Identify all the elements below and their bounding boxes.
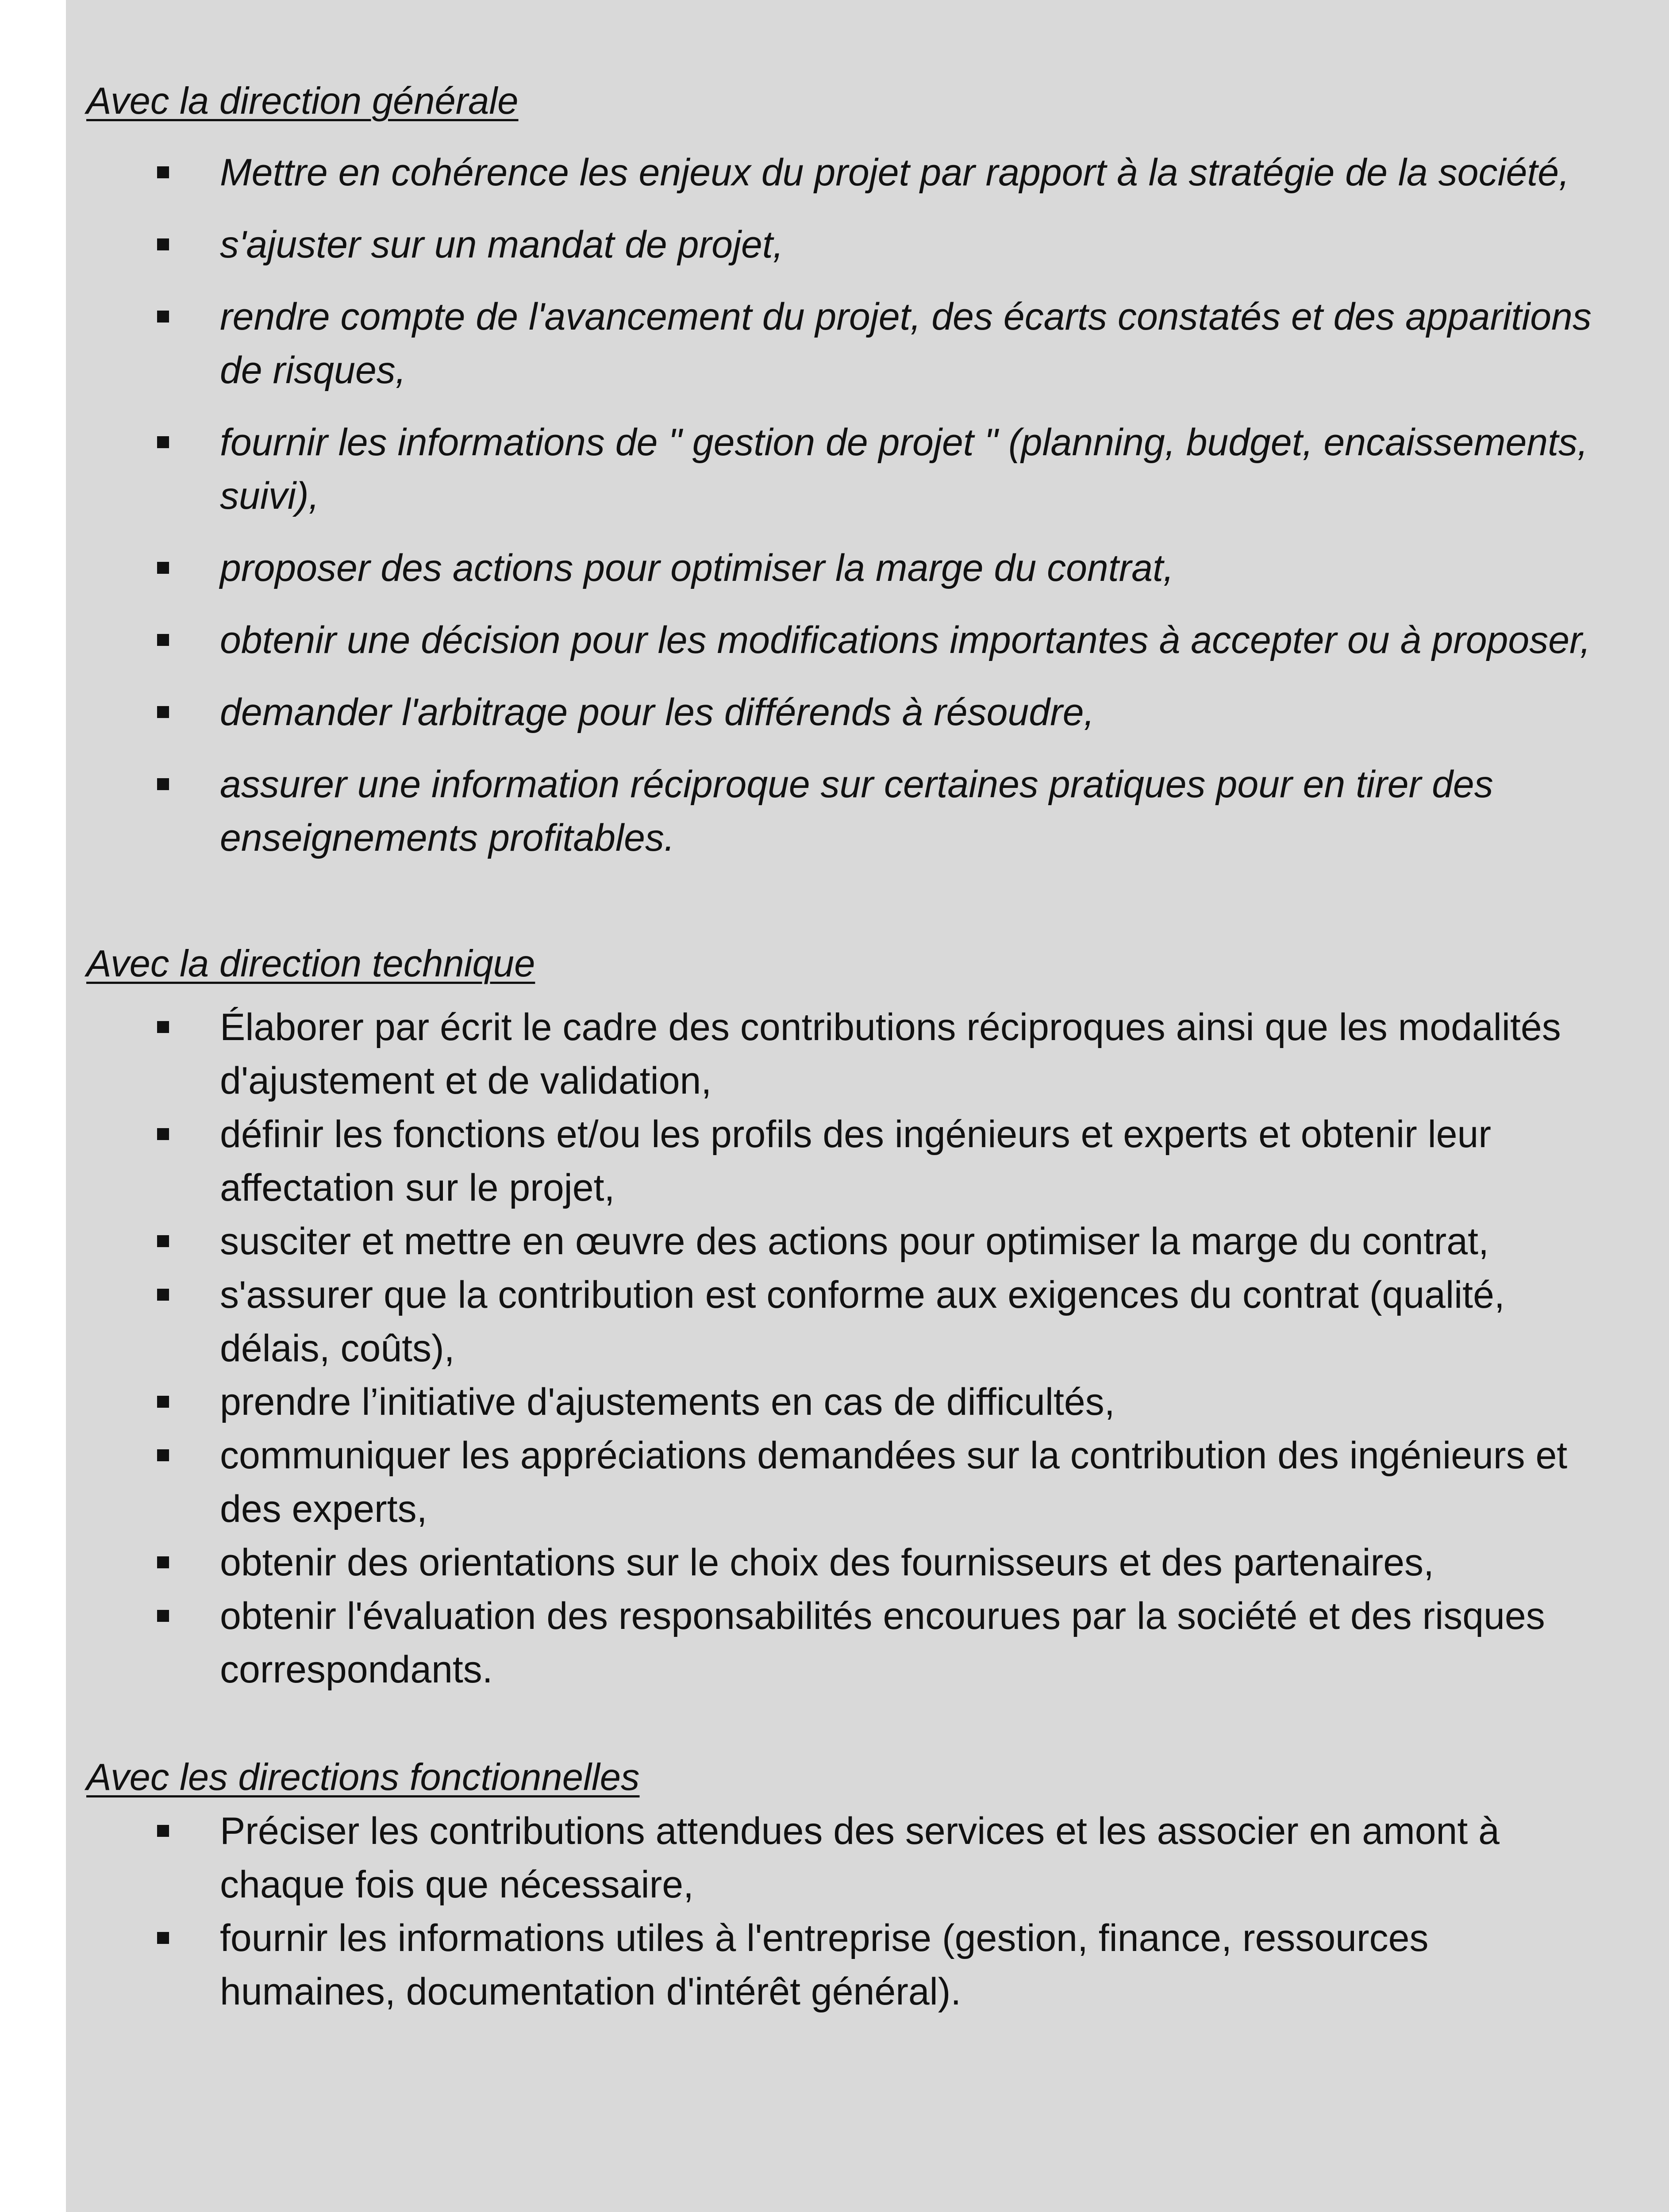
list-item	[86, 1108, 1608, 1215]
square-bullet-icon	[157, 1825, 169, 1837]
square-bullet-icon	[157, 1449, 169, 1461]
list-item	[86, 1429, 1608, 1536]
list-item-text: obtenir des orientations sur le choix des fournisseurs et des partenaires,	[220, 1541, 1434, 1584]
section-heading: Avec la direction générale	[86, 80, 519, 122]
list-item	[86, 290, 1608, 397]
square-bullet-icon	[157, 1021, 169, 1033]
list-item	[86, 686, 1608, 739]
square-bullet-icon	[157, 1556, 169, 1568]
list-item-text: prendre l’initiative d'ajustements en cas de difficultés,	[220, 1381, 1115, 1423]
list-item-text: assurer une information réciproque sur certaines pratiques pour en tirer des enseignements profitables.	[220, 763, 1493, 859]
square-bullet-icon	[157, 311, 169, 323]
list-item	[86, 1590, 1608, 1697]
list-item-text: rendre compte de l'avancement du projet, des écarts constatés et des apparitions de risques,	[220, 296, 1592, 392]
section-heading: Avec la direction technique	[86, 943, 535, 985]
list-item	[86, 541, 1608, 595]
section-direction-generale	[86, 74, 1608, 865]
list-item	[86, 1375, 1608, 1429]
list-item	[86, 1268, 1608, 1375]
bullet-list	[86, 1001, 1608, 1697]
bullet-list	[86, 146, 1608, 865]
list-item	[86, 758, 1608, 865]
square-bullet-icon	[157, 1235, 169, 1247]
section-direction-technique	[86, 937, 1608, 1697]
list-item	[86, 1215, 1608, 1268]
list-item	[86, 614, 1608, 667]
square-bullet-icon	[157, 166, 169, 178]
list-item-text: susciter et mettre en œuvre des actions pour optimiser la marge du contrat,	[220, 1220, 1489, 1263]
list-item-text: demander l'arbitrage pour les différends à résoudre,	[220, 691, 1095, 733]
list-item-text: s'assurer que la contribution est conforme aux exigences du contrat (qualité, délais, coûts),	[220, 1274, 1505, 1370]
list-item-text: communiquer les appréciations demandées sur la contribution des ingénieurs et des experts,	[220, 1434, 1568, 1530]
list-item	[86, 1805, 1608, 1912]
list-item-text: Mettre en cohérence les enjeux du projet par rapport à la stratégie de la société,	[220, 151, 1570, 194]
document-body	[86, 74, 1608, 2019]
square-bullet-icon	[157, 778, 169, 790]
square-bullet-icon	[157, 1289, 169, 1301]
list-item-text: obtenir une décision pour les modifications importantes à accepter ou à proposer,	[220, 619, 1591, 661]
list-item-text: fournir les informations utiles à l'entreprise (gestion, finance, ressources humaines, documentation d'intérêt général).	[220, 1917, 1429, 2013]
bullet-list	[86, 1805, 1608, 2019]
square-bullet-icon	[157, 436, 169, 448]
square-bullet-icon	[157, 1932, 169, 1944]
section-heading: Avec les directions fonctionnelles	[86, 1756, 640, 1798]
list-item	[86, 218, 1608, 272]
list-item	[86, 416, 1608, 523]
list-item	[86, 146, 1608, 200]
section-directions-fonctionnelles	[86, 1751, 1608, 2019]
square-bullet-icon	[157, 238, 169, 250]
square-bullet-icon	[157, 1128, 169, 1140]
square-bullet-icon	[157, 706, 169, 718]
list-item	[86, 1912, 1608, 2019]
list-item-text: Élaborer par écrit le cadre des contributions réciproques ainsi que les modalités d'ajustement et de validation,	[220, 1006, 1561, 1102]
list-item	[86, 1001, 1608, 1108]
list-item-text: s'ajuster sur un mandat de projet,	[220, 223, 784, 266]
list-item-text: proposer des actions pour optimiser la marge du contrat,	[220, 547, 1174, 589]
list-item-text: Préciser les contributions attendues des services et les associer en amont à chaque fois que nécessaire,	[220, 1810, 1500, 1906]
list-item-text: obtenir l'évaluation des responsabilités encourues par la société et des risques correspondants.	[220, 1595, 1545, 1691]
list-item-text: définir les fonctions et/ou les profils des ingénieurs et experts et obtenir leur affectation sur le projet,	[220, 1113, 1492, 1209]
list-item-text: fournir les informations de " gestion de projet " (planning, budget, encaissements, suivi),	[220, 421, 1588, 517]
square-bullet-icon	[157, 562, 169, 574]
square-bullet-icon	[157, 634, 169, 646]
square-bullet-icon	[157, 1396, 169, 1408]
list-item	[86, 1536, 1608, 1590]
square-bullet-icon	[157, 1610, 169, 1622]
